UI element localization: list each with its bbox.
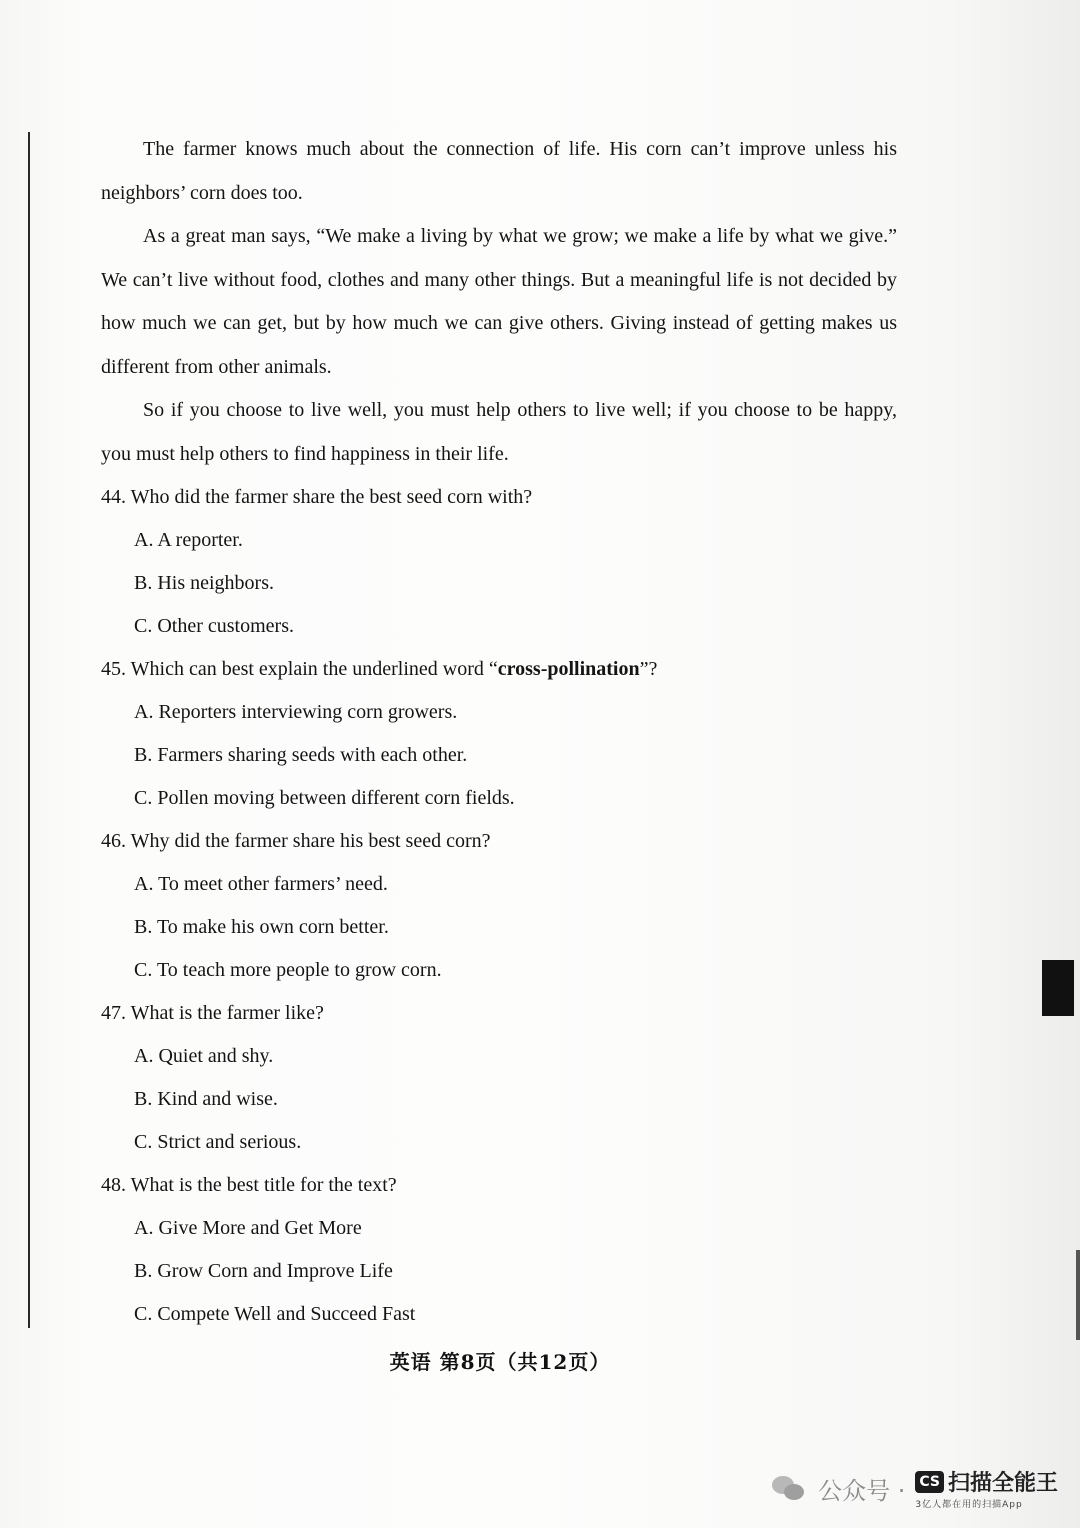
option-b: B. Grow Corn and Improve Life (134, 1260, 393, 1282)
passage-paragraph (101, 389, 897, 476)
stem-keyword: cross-pollination (497, 658, 640, 680)
option-a: A. Give More and Get More (134, 1217, 362, 1239)
brand-block (915, 1466, 1058, 1510)
question-44 (101, 476, 897, 648)
page-footer: 英语 第8页（共12页） (389, 1350, 611, 1374)
option-b: B. His neighbors. (134, 572, 274, 594)
passage-paragraph (101, 215, 897, 389)
paragraph-text: So if you choose to live well, you must help others to live well; if you choose to be happy, you must help others to find happiness in their life. (101, 399, 897, 465)
question-47 (101, 992, 897, 1164)
option-c: C. Compete Well and Succeed Fast (134, 1303, 416, 1325)
option-c: C. Pollen moving between different corn fields. (134, 787, 515, 809)
watermark-label: 公众号 · (818, 1476, 906, 1505)
option-c: C. Strict and serious. (134, 1131, 302, 1153)
exam-page-content (101, 128, 897, 1336)
question-stem: 48. What is the best title for the text? (101, 1174, 397, 1196)
brand-badge: CS (915, 1471, 944, 1493)
scanner-watermark (772, 1466, 1058, 1510)
brand-name: 扫描全能王 (947, 1471, 1058, 1496)
paragraph-text: The farmer knows much about the connection of life. His corn can’t improve unless his neighbors’ corn does too. (101, 138, 897, 204)
paragraph-text: As a great man says, “We make a living by what we grow; we make a life by what we give.” We can’t live without food, clothes and many other things. But a meaningful life is not decided by how much we can get, but by how much we can give others. Giving instead of getting makes us different from other animals. (101, 225, 897, 378)
stem-prefix: 45. Which can best explain the underlined word “ (101, 658, 498, 680)
question-stem: 46. Why did the farmer share his best seed corn? (101, 830, 491, 852)
passage-paragraph (101, 128, 897, 215)
option-c: C. Other customers. (134, 615, 294, 637)
question-45 (101, 648, 897, 820)
option-a: A. To meet other farmers’ need. (134, 873, 388, 895)
scan-edge-strip (1076, 1250, 1080, 1340)
option-a: A. A reporter. (134, 529, 243, 551)
margin-rule (28, 132, 30, 1328)
option-b: B. Farmers sharing seeds with each other. (134, 744, 468, 766)
question-48 (101, 1164, 897, 1336)
question-stem: 44. Who did the farmer share the best seed corn with? (101, 486, 533, 508)
stem-suffix: ”? (639, 658, 658, 680)
question-stem: 47. What is the farmer like? (101, 1002, 324, 1024)
option-a: A. Quiet and shy. (134, 1045, 274, 1067)
option-a: A. Reporters interviewing corn growers. (134, 701, 458, 723)
question-46 (101, 820, 897, 992)
wechat-icon (772, 1474, 808, 1502)
option-b: B. To make his own corn better. (134, 916, 389, 938)
option-c: C. To teach more people to grow corn. (134, 959, 442, 981)
scan-edge-mark (1042, 960, 1074, 1016)
option-b: B. Kind and wise. (134, 1088, 278, 1110)
brand-tagline: 3亿人都在用的扫描App (915, 1500, 1023, 1510)
question-stem (101, 648, 897, 691)
